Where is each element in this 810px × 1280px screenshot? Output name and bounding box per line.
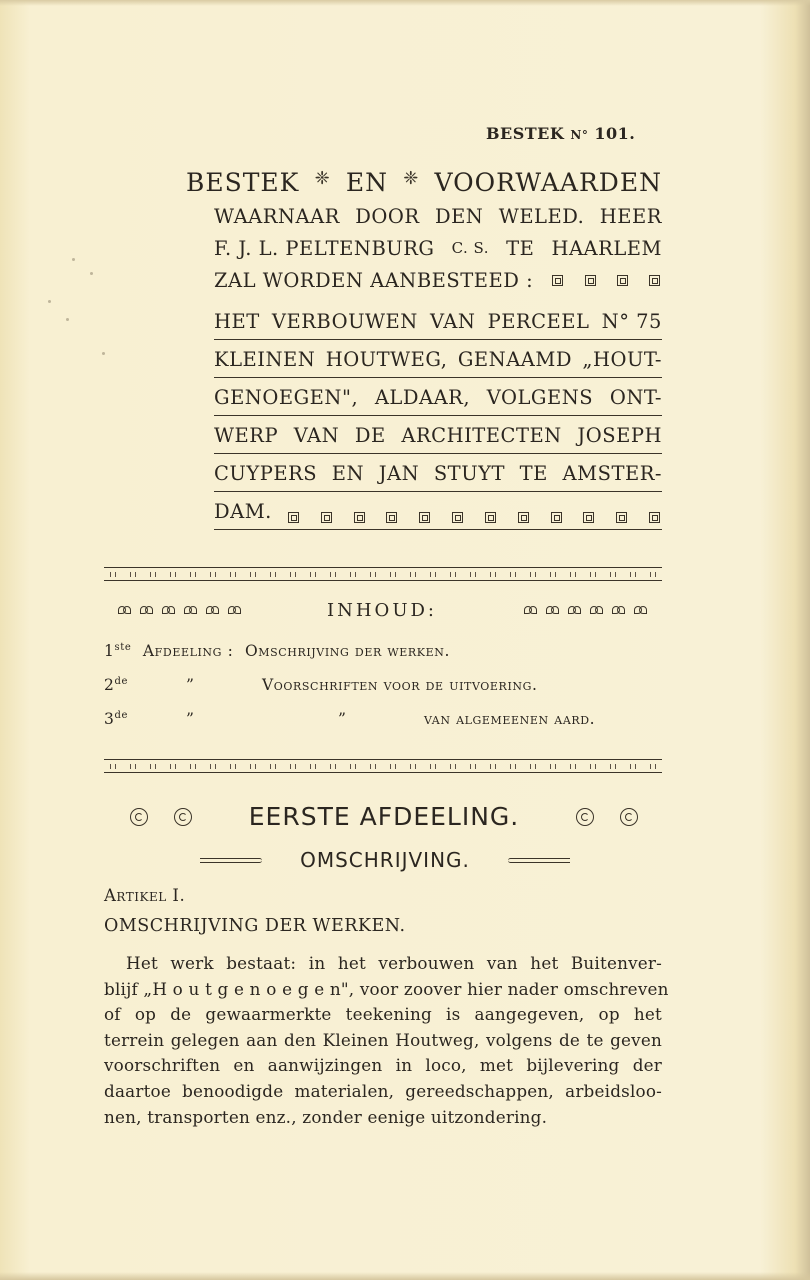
object-word: VERBOUWEN	[271, 310, 418, 333]
leaf-ornament-icon	[634, 605, 646, 617]
leaf-ornament-icon	[228, 605, 240, 617]
intro-word: HEER	[599, 204, 662, 228]
paper-speck	[48, 300, 51, 303]
object-word: JOSEPH	[577, 424, 662, 447]
leaf-ornament-icon	[162, 605, 174, 617]
title-word: VOORWAARDEN	[434, 168, 662, 197]
leaf-ornament-icon	[612, 605, 624, 617]
body-line: Het werk bestaat: in het verbouwen van het Buitenver-	[126, 953, 662, 973]
square-ornament-icon	[616, 512, 627, 523]
square-ornament-icon	[518, 512, 529, 523]
object-description	[214, 302, 662, 530]
object-word: ONT-	[609, 386, 662, 409]
square-ornament-icon	[551, 512, 562, 523]
square-ornament-icon	[649, 275, 660, 286]
section-title: EERSTE AFDEELING.	[248, 802, 520, 831]
intro-line	[214, 232, 662, 264]
object-word: ALDAAR,	[374, 386, 471, 409]
intro-block	[214, 200, 662, 296]
toc-entry	[104, 676, 128, 694]
square-ornament-icon	[321, 512, 332, 523]
intro-line	[214, 264, 662, 296]
object-word: STUYT	[433, 462, 506, 485]
body-line: nen, transporten enz., zonder eenige uitzondering.	[104, 1106, 548, 1127]
toc-number: 3	[104, 710, 115, 729]
object-word: „HOUT-	[582, 348, 662, 371]
page-edge-top	[0, 0, 810, 6]
toc-ordinal: de	[114, 710, 128, 721]
page-edge-bottom	[0, 1272, 810, 1280]
title-word: EN	[345, 168, 389, 197]
object-word: VAN	[293, 424, 340, 447]
body-line: voorschriften en aanwijzingen in loco, met bijlevering der	[104, 1055, 662, 1076]
spiral-ornament-row	[130, 808, 192, 826]
leaf-ornament-icon	[184, 605, 196, 617]
square-ornament-icon	[288, 512, 299, 523]
toc-ditto: ”	[186, 710, 195, 728]
intro-word: TE	[506, 236, 535, 260]
object-word: GENOEGEN",	[214, 386, 359, 409]
intro-word: WELED.	[498, 204, 585, 228]
spiral-ornament-icon	[174, 808, 192, 826]
title-word: BESTEK	[186, 168, 300, 197]
intro-word: DEN	[434, 204, 484, 228]
square-ornament-icon	[452, 512, 463, 523]
star-ornament-icon: ❈	[403, 168, 420, 189]
body-line: terrein gelegen aan den Kleinen Houtweg, volgens de te geven	[104, 1029, 662, 1050]
leaf-ornament-row	[524, 605, 646, 617]
object-word: TE	[519, 462, 548, 485]
object-word: VOLGENS	[486, 386, 594, 409]
square-ornament-icon	[419, 512, 430, 523]
square-ornament-icon	[649, 512, 660, 523]
toc-ditto: ”	[338, 710, 347, 728]
folio-number: 101.	[594, 124, 636, 143]
object-word: GENAAMD	[457, 348, 572, 371]
object-word: DE	[354, 424, 386, 447]
object-word: N° 75	[601, 310, 662, 333]
intro-last-text: ZAL WORDEN AANBESTEED :	[214, 268, 534, 292]
toc-ordinal: ste	[114, 642, 132, 653]
body-line: daartoe benoodigde materialen, gereedschappen, arbeidsloo-	[104, 1080, 662, 1101]
object-word: JAN	[378, 462, 420, 485]
folio-no: N°	[570, 128, 589, 142]
object-line	[214, 302, 662, 340]
rule-ornament-right	[508, 858, 570, 863]
toc-section: Afdeeling :	[142, 642, 234, 661]
article-title: OMSCHRIJVING DER WERKEN.	[104, 916, 406, 936]
article-body	[104, 951, 669, 1130]
section-heading	[130, 802, 638, 831]
intro-word: C. S.	[451, 239, 490, 257]
object-word: CUYPERS	[214, 462, 318, 485]
square-ornament-icon	[485, 512, 496, 523]
square-ornament-icon	[354, 512, 365, 523]
toc-title: Voorschriften voor de uitvoering.	[262, 676, 538, 694]
square-ornament-icon	[585, 275, 596, 286]
toc-number: 1	[104, 642, 115, 661]
spiral-ornament-row	[576, 808, 638, 826]
leaf-ornament-icon	[568, 605, 580, 617]
star-ornament-icon: ❈	[314, 168, 331, 189]
contents-heading	[118, 600, 646, 621]
object-word: EN	[331, 462, 365, 485]
spiral-ornament-icon	[576, 808, 594, 826]
rule-ornament-left	[200, 858, 262, 863]
toc-ditto: ”	[186, 676, 195, 694]
document-title	[186, 168, 662, 197]
square-ornament-icon	[583, 512, 594, 523]
object-line	[214, 454, 662, 492]
leaf-ornament-icon	[206, 605, 218, 617]
object-word: AMSTER-	[562, 462, 662, 485]
square-ornament-icon	[386, 512, 397, 523]
ornament-band	[104, 567, 662, 581]
toc-entry	[104, 710, 128, 728]
toc-title: Omschrijving der werken.	[244, 642, 450, 661]
intro-word: F. J. L. PELTENBURG	[214, 236, 435, 260]
leaf-ornament-icon	[524, 605, 536, 617]
spiral-ornament-icon	[620, 808, 638, 826]
leaf-ornament-icon	[140, 605, 152, 617]
object-line	[214, 492, 662, 530]
spiral-ornament-icon	[130, 808, 148, 826]
square-ornament-icon	[617, 275, 628, 286]
paper-speck	[102, 352, 105, 355]
subheading-text: OMSCHRIJVING.	[300, 848, 470, 872]
object-word: HOUTWEG,	[325, 348, 448, 371]
article-number: Artikel I.	[104, 886, 186, 905]
object-word: WERP	[214, 424, 279, 447]
leaf-ornament-icon	[546, 605, 558, 617]
object-line	[214, 416, 662, 454]
object-word: DAM.	[214, 500, 272, 523]
square-ornament-row	[286, 512, 662, 523]
intro-word: HAARLEM	[551, 236, 662, 260]
body-line: blijf „H o u t g e n o e g e n", voor zoover hier nader omschreven	[104, 978, 669, 999]
toc-entry	[104, 642, 450, 660]
intro-line	[214, 200, 662, 232]
intro-word: DOOR	[355, 204, 420, 228]
leaf-ornament-row	[118, 605, 240, 617]
toc-ordinal: de	[114, 676, 128, 687]
object-line	[214, 340, 662, 378]
intro-word: WAARNAAR	[214, 204, 340, 228]
square-ornament-icon	[552, 275, 563, 286]
leaf-ornament-icon	[118, 605, 130, 617]
object-word: VAN	[430, 310, 476, 333]
object-word: ARCHITECTEN	[401, 424, 562, 447]
object-line	[214, 378, 662, 416]
ornament-band	[104, 759, 662, 773]
contents-label: INHOUD:	[327, 600, 437, 621]
folio-prefix: BESTEK	[486, 124, 565, 143]
subheading	[200, 848, 570, 872]
leaf-ornament-icon	[590, 605, 602, 617]
body-line: of op de gewaarmerkte teekening is aangegeven, op het	[104, 1004, 662, 1025]
object-word: HET	[214, 310, 260, 333]
object-word: KLEINEN	[214, 348, 316, 371]
toc-title: van algemeenen aard.	[424, 710, 596, 728]
paper-speck	[90, 272, 93, 275]
paper-speck	[72, 258, 75, 261]
paper-speck	[66, 318, 69, 321]
object-word: PERCEEL	[487, 310, 590, 333]
page-folio	[486, 124, 635, 143]
toc-number: 2	[104, 676, 115, 695]
